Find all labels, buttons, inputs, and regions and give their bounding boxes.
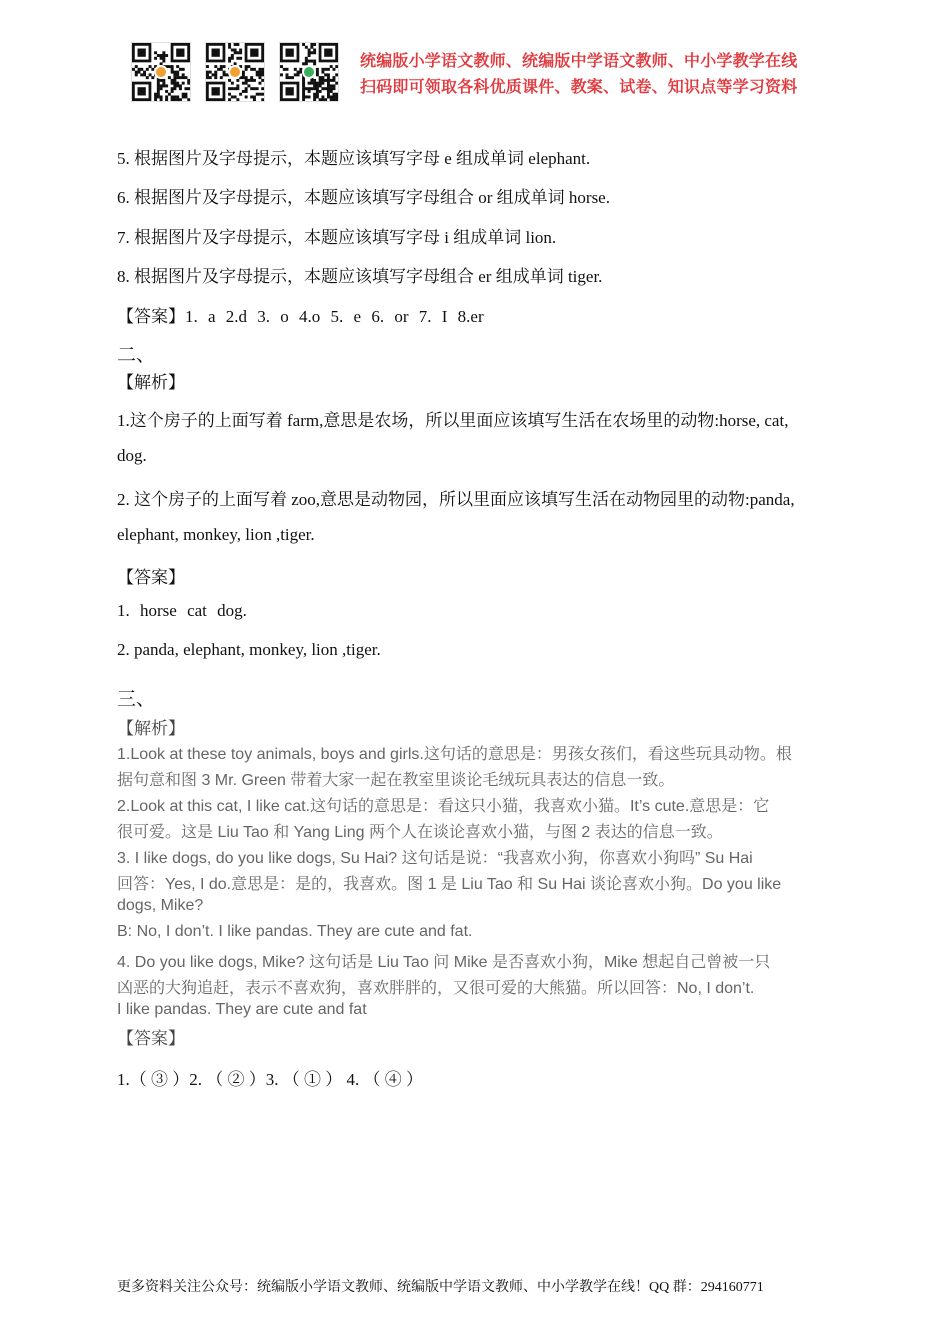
- analysis-label-3: 【解析】: [117, 719, 185, 738]
- qr-code-image: [205, 42, 265, 102]
- analysis-line: 很可爱。这是 Liu Tao 和 Yang Ling 两个人在谈论喜欢小猫，与图 2 表达的信息一致。: [117, 824, 723, 841]
- section-heading-2: 二、: [117, 345, 156, 366]
- analysis-line: 凶恶的大狗追赶，表示不喜欢狗，喜欢胖胖的，又很可爱的大熊猫。所以回答：No, I don’t.: [117, 980, 755, 997]
- qr-code-image: [131, 42, 191, 102]
- part1-answer: 【答案】1. a 2.d 3. o 4.o 5. e 6. or 7. I 8.er: [117, 307, 484, 326]
- part3-answer: 1.（ ③ ）2. （ ② ）3. （ ① ） 4. （ ④ ）: [117, 1070, 423, 1089]
- answer-label-3: 【答案】: [117, 1029, 185, 1048]
- analysis-line: dogs, Mike?: [117, 897, 204, 914]
- analysis-line: 4. Do you like dogs, Mike? 这句话是 Liu Tao 问 Mike 是否喜欢小狗，Mike 想起自己曾被一只: [117, 954, 771, 971]
- promo-line-2: 扫码即可领取各科优质课件、教案、试卷、知识点等学习资料: [360, 77, 798, 96]
- explanation-line-5: 5. 根据图片及字母提示，本题应该填写字母 e 组成单词 elephant.: [117, 149, 591, 168]
- analysis-label: 【解析】: [117, 373, 185, 392]
- analysis-line: 3. I like dogs, do you like dogs, Su Hai? 这句话是说：“我喜欢小狗，你喜欢小狗吗” Su Hai: [117, 850, 753, 867]
- analysis-paragraph-2-cont: elephant, monkey, lion ,tiger.: [117, 525, 315, 544]
- analysis-paragraph-1-cont: dog.: [117, 446, 147, 465]
- analysis-paragraph-1: 1.这个房子的上面写着 farm,意思是农场，所以里面应该填写生活在农场里的动物:horse, cat,: [117, 411, 789, 430]
- analysis-line: 据句意和图 3 Mr. Green 带着大家一起在教室里谈论毛绒玩具表达的信息一致。: [117, 772, 675, 789]
- analysis-paragraph-2: 2. 这个房子的上面写着 zoo,意思是动物园，所以里面应该填写生活在动物园里的动物:panda,: [117, 490, 795, 509]
- answer-label: 【答案】: [117, 568, 185, 587]
- analysis-line: 回答：Yes, I do.意思是：是的，我喜欢。图 1 是 Liu Tao 和 Su Hai 谈论喜欢小狗。Do you like: [117, 876, 782, 893]
- analysis-line: I like pandas. They are cute and fat: [117, 1001, 367, 1018]
- analysis-line: B: No, I don’t. I like pandas. They are cute and fat.: [117, 923, 473, 940]
- answer-line-2: 2. panda, elephant, monkey, lion ,tiger.: [117, 640, 381, 659]
- analysis-line: 2.Look at this cat, I like cat.这句话的意思是：看这只小猫，我喜欢小猫。It’s cute.意思是：它: [117, 798, 770, 815]
- explanation-line-8: 8. 根据图片及字母提示，本题应该填写字母组合 er 组成单词 tiger.: [117, 267, 603, 286]
- footer-text: 更多资料关注公众号：统编版小学语文教师、统编版中学语文教师、中小学教学在线！QQ 群：294160771: [117, 1280, 764, 1295]
- analysis-line: 1.Look at these toy animals, boys and girls.这句话的意思是：男孩女孩们，看这些玩具动物。根: [117, 746, 792, 763]
- qr-code-image: [279, 42, 339, 102]
- answer-line-1: 1. horse cat dog.: [117, 601, 247, 620]
- promo-line-1: 统编版小学语文教师、统编版中学语文教师、中小学教学在线: [360, 51, 798, 70]
- explanation-line-7: 7. 根据图片及字母提示，本题应该填写字母 i 组成单词 lion.: [117, 228, 557, 247]
- section-heading-3: 三、: [117, 689, 156, 710]
- explanation-line-6: 6. 根据图片及字母提示，本题应该填写字母组合 or 组成单词 horse.: [117, 188, 610, 207]
